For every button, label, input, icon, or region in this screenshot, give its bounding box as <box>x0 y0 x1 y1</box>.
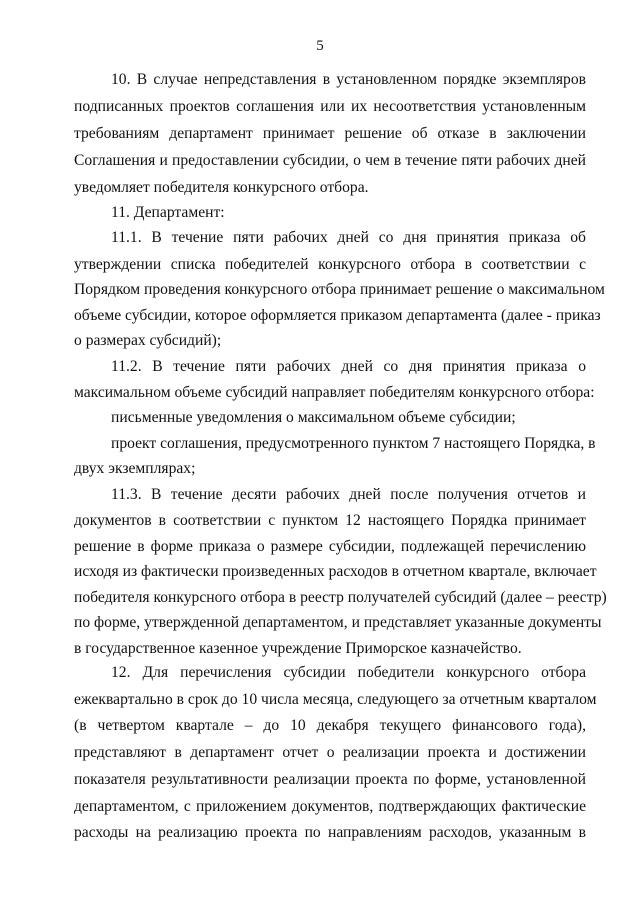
text-line: в государственное казенное учреждение Приморское казначейство. <box>74 640 522 657</box>
text-line: расходы на реализацию проекта по направлениям расходов, указанным в <box>74 824 586 841</box>
text-line: департаментом, с приложением документов, подтверждающих фактические <box>74 798 586 815</box>
page-number: 5 <box>316 38 324 54</box>
text-line: 11.3. В течение десяти рабочих дней после получения отчетов и <box>111 486 586 503</box>
text-line: представляют в департамент отчет о реализации проекта и достижении <box>74 744 586 761</box>
text-line: Соглашения и предоставлении субсидии, о чем в течение пяти рабочих дней <box>74 152 586 169</box>
text-line: утверждении списка победителей конкурсного отбора в соответствии с <box>74 256 586 273</box>
text-line: двух экземплярах; <box>74 460 196 477</box>
text-line: 10. В случае непредставления в установленном порядке экземпляров <box>111 71 586 88</box>
text-line: Порядком проведения конкурсного отбора принимает решение о максимальном <box>74 281 605 298</box>
text-line: объеме субсидии, которое оформляется приказом департамента (далее - приказ <box>74 307 601 324</box>
text-line: максимальном объеме субсидий направляет победителям конкурсного отбора: <box>74 384 595 401</box>
text-line: исходя из фактически произведенных расходов в отчетном квартале, включает <box>74 563 597 580</box>
text-line: письменные уведомления о максимальном объеме субсидии; <box>111 409 516 426</box>
text-line: ежеквартально в срок до 10 числа месяца, следующего за отчетным кварталом <box>74 691 597 708</box>
text-line: 11. Департамент: <box>111 204 225 221</box>
text-line: решение в форме приказа о размере субсидии, подлежащей перечислению <box>74 538 586 555</box>
text-line: уведомляет победителя конкурсного отбора. <box>74 179 369 196</box>
text-line: о размерах субсидий); <box>74 332 222 349</box>
text-line: победителя конкурсного отбора в реестр получателей субсидий (далее – реестр) <box>74 589 607 606</box>
text-line: проект соглашения, предусмотренного пунктом 7 настоящего Порядка, в <box>111 435 596 452</box>
text-line: документов в соответствии с пунктом 12 настоящего Порядка принимает <box>74 512 586 529</box>
text-line: 11.2. В течение пяти рабочих дней со дня принятия приказа о <box>111 358 586 375</box>
text-line: показателя результативности реализации проекта по форме, установленной <box>74 771 586 788</box>
text-line: по форме, утвержденной департаментом, и представляет указанные документы <box>74 614 602 631</box>
text-line: подписанных проектов соглашения или их несоответствия установленным <box>74 98 586 115</box>
text-line: требованиям департамент принимает решение об отказе в заключении <box>74 125 586 142</box>
text-line: 12. Для перечисления субсидии победители конкурсного отбора <box>111 664 586 681</box>
text-line: (в четвертом квартале – до 10 декабря текущего финансового года), <box>74 717 586 734</box>
text-line: 11.1. В течение пяти рабочих дней со дня принятия приказа об <box>111 229 586 246</box>
